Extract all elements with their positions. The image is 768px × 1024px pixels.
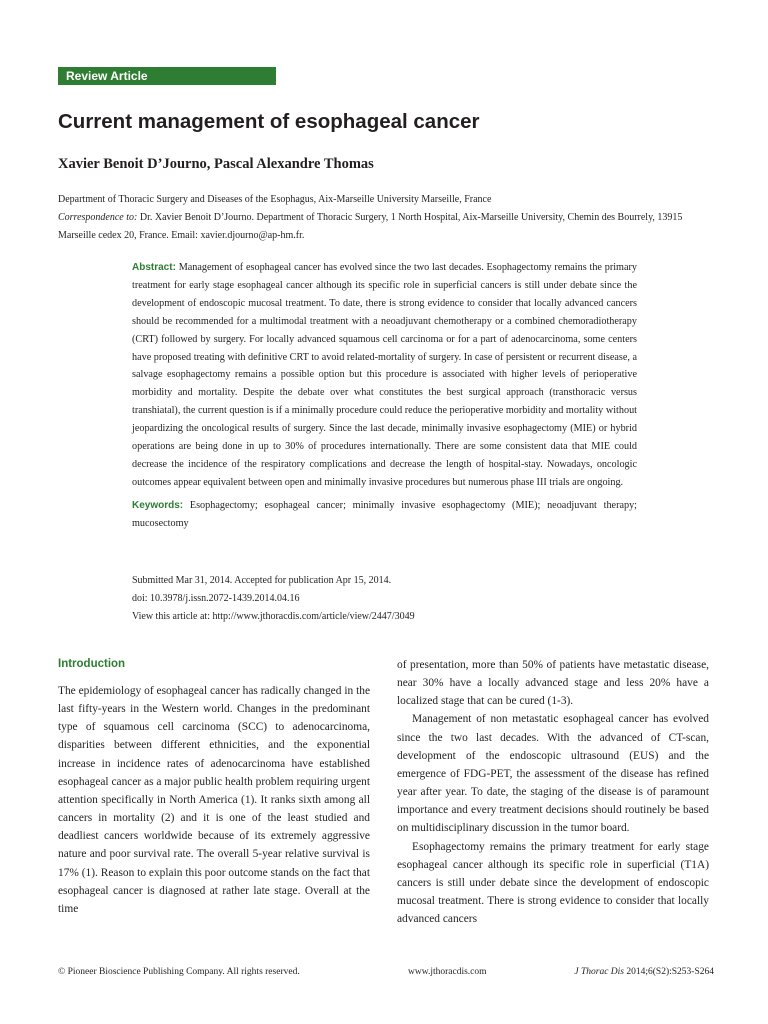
right-column [397, 656, 709, 928]
article-meta [132, 572, 652, 626]
abstract-label: Abstract: [132, 262, 176, 273]
keywords [132, 497, 637, 533]
page-footer [58, 965, 714, 979]
copyright: © Pioneer Bioscience Publishing Company. All rights reserved. [58, 967, 300, 977]
keywords-label: Keywords: [132, 499, 184, 511]
affiliation-block [58, 191, 714, 245]
journal-website[interactable]: www.jthoracdis.com [408, 967, 487, 977]
correspondence-text: Dr. Xavier Benoit D’Journo. Department of Thoracic Surgery, 1 North Hospital, Aix-Marseille University, Chemin des Bourrely, 13915 Marseille cedex 20, France. Email: xavier.djourno@ap-hm.fr. [58, 212, 683, 241]
section-heading-introduction: Introduction [58, 658, 126, 670]
correspondence-label: Correspondence to: [58, 212, 138, 223]
abstract-text: Management of esophageal cancer has evolved since the two last decades. Esophagectomy remains the primary treatment for early stage esophageal cancer although its specific role in superficial cancers is still under debate since the development of endoscopic mucosal treatment. To date, there is strong evidence to consider that locally advanced cancers should be recommended for a multimodal treatment with a neoadjuvant chemotherapy or a combined chemoradiotherapy (CRT) followed by surgery. For locally advanced squamous cell carcinoma or for a part of adenocarcinoma, some centers have proposed treating with definitive CRT to avoid related-mortality of surgery. In case of persistent or recurrent disease, a salvage esophagectomy remains a possible option but this procedure is associated with higher levels of perioperative morbidity and mortality. Despite the debate over what constitutes the best surgical approach (transthoracic versus transhiatal), the current question is if a minimally procedure could reduce the perioperative morbidity and mortality without jeopardizing the oncological results of surgery. Since the last decade, minimally invasive esophagectomy (MIE) or hybrid operations are being done in up to 30% of procedures internationally. There are some consistent data that MIE could decrease the incidence of the respiratory complications and decrease the length of hospital-stay. Nowadays, oncologic outcomes appear equivalent between open and minimally invasive procedures but numerous phase III trials are ongoing. [132, 262, 637, 488]
left-column [58, 656, 370, 918]
submission-dates: Submitted Mar 31, 2014. Accepted for publication Apr 15, 2014. [132, 575, 392, 586]
authors: Xavier Benoit D’Journo, Pascal Alexandre Thomas [58, 156, 374, 172]
article-link[interactable]: View this article at: http://www.jthoracdis.com/article/view/2447/3049 [132, 611, 415, 622]
correspondence [58, 209, 714, 245]
paragraph-continued: of presentation, more than 50% of patients have metastatic disease, near 30% have a locally advanced stage and less 20% have a localized stage that can be cured (1-3). [397, 659, 709, 708]
journal-name: J Thorac Dis [574, 967, 624, 977]
abstract-block [132, 259, 637, 533]
article-type-badge: Review Article [58, 67, 276, 85]
affiliation: Department of Thoracic Surgery and Diseases of the Esophagus, Aix-Marseille University Marseille, France [58, 194, 492, 205]
citation [574, 965, 714, 979]
citation-text: 2014;6(S2):S253-S264 [624, 967, 714, 977]
keywords-text: Esophagectomy; esophageal cancer; minimally invasive esophagectomy (MIE); neoadjuvant therapy; mucosectomy [132, 499, 637, 529]
paragraph-esophagectomy: Esophagectomy remains the primary treatment for early stage esophageal cancer although its specific role in superficial (T1A) cancers is still under debate since the development of endoscopic mucosal treatment. There is strong evidence to consider that locally advanced cancers [397, 840, 709, 926]
abstract [132, 259, 637, 492]
paragraph-management: Management of non metastatic esophageal cancer has evolved since the two last decades. With the advanced of CT-scan, development of the endoscopic ultrasound (EUS) and the emergence of FDG-PET, the assessment of the disease has refined year after year. To date, the staging of the disease is of paramount importance and every treatment decisions should routinely be based on multidisciplinary discussion in the tumor board. [397, 713, 709, 835]
article-title: Current management of esophageal cancer [58, 110, 480, 133]
doi: doi: 10.3978/j.issn.2072-1439.2014.04.16 [132, 593, 300, 604]
intro-paragraph: The epidemiology of esophageal cancer has radically changed in the last fifty-years in the Western world. Changes in the predominant type of squamous cell carcinoma (SCC) to adenocarcinoma, disparities between different ethnicities, and the exponential increase in incidence rates of adenocarcinoma have established esophageal cancer as a major public health problem requiring urgent attention specifically in North America (1). It ranks sixth among all cancers in mortality (2) and it is one of the least studied and deadliest cancers worldwide because of its extremely aggressive nature and poor survival rate. The overall 5-year relative survival is 17% (1). Reason to explain this poor outcome stands on the fact that esophageal cancer is diagnosed at rather late stage. Overall at the time [58, 685, 370, 915]
